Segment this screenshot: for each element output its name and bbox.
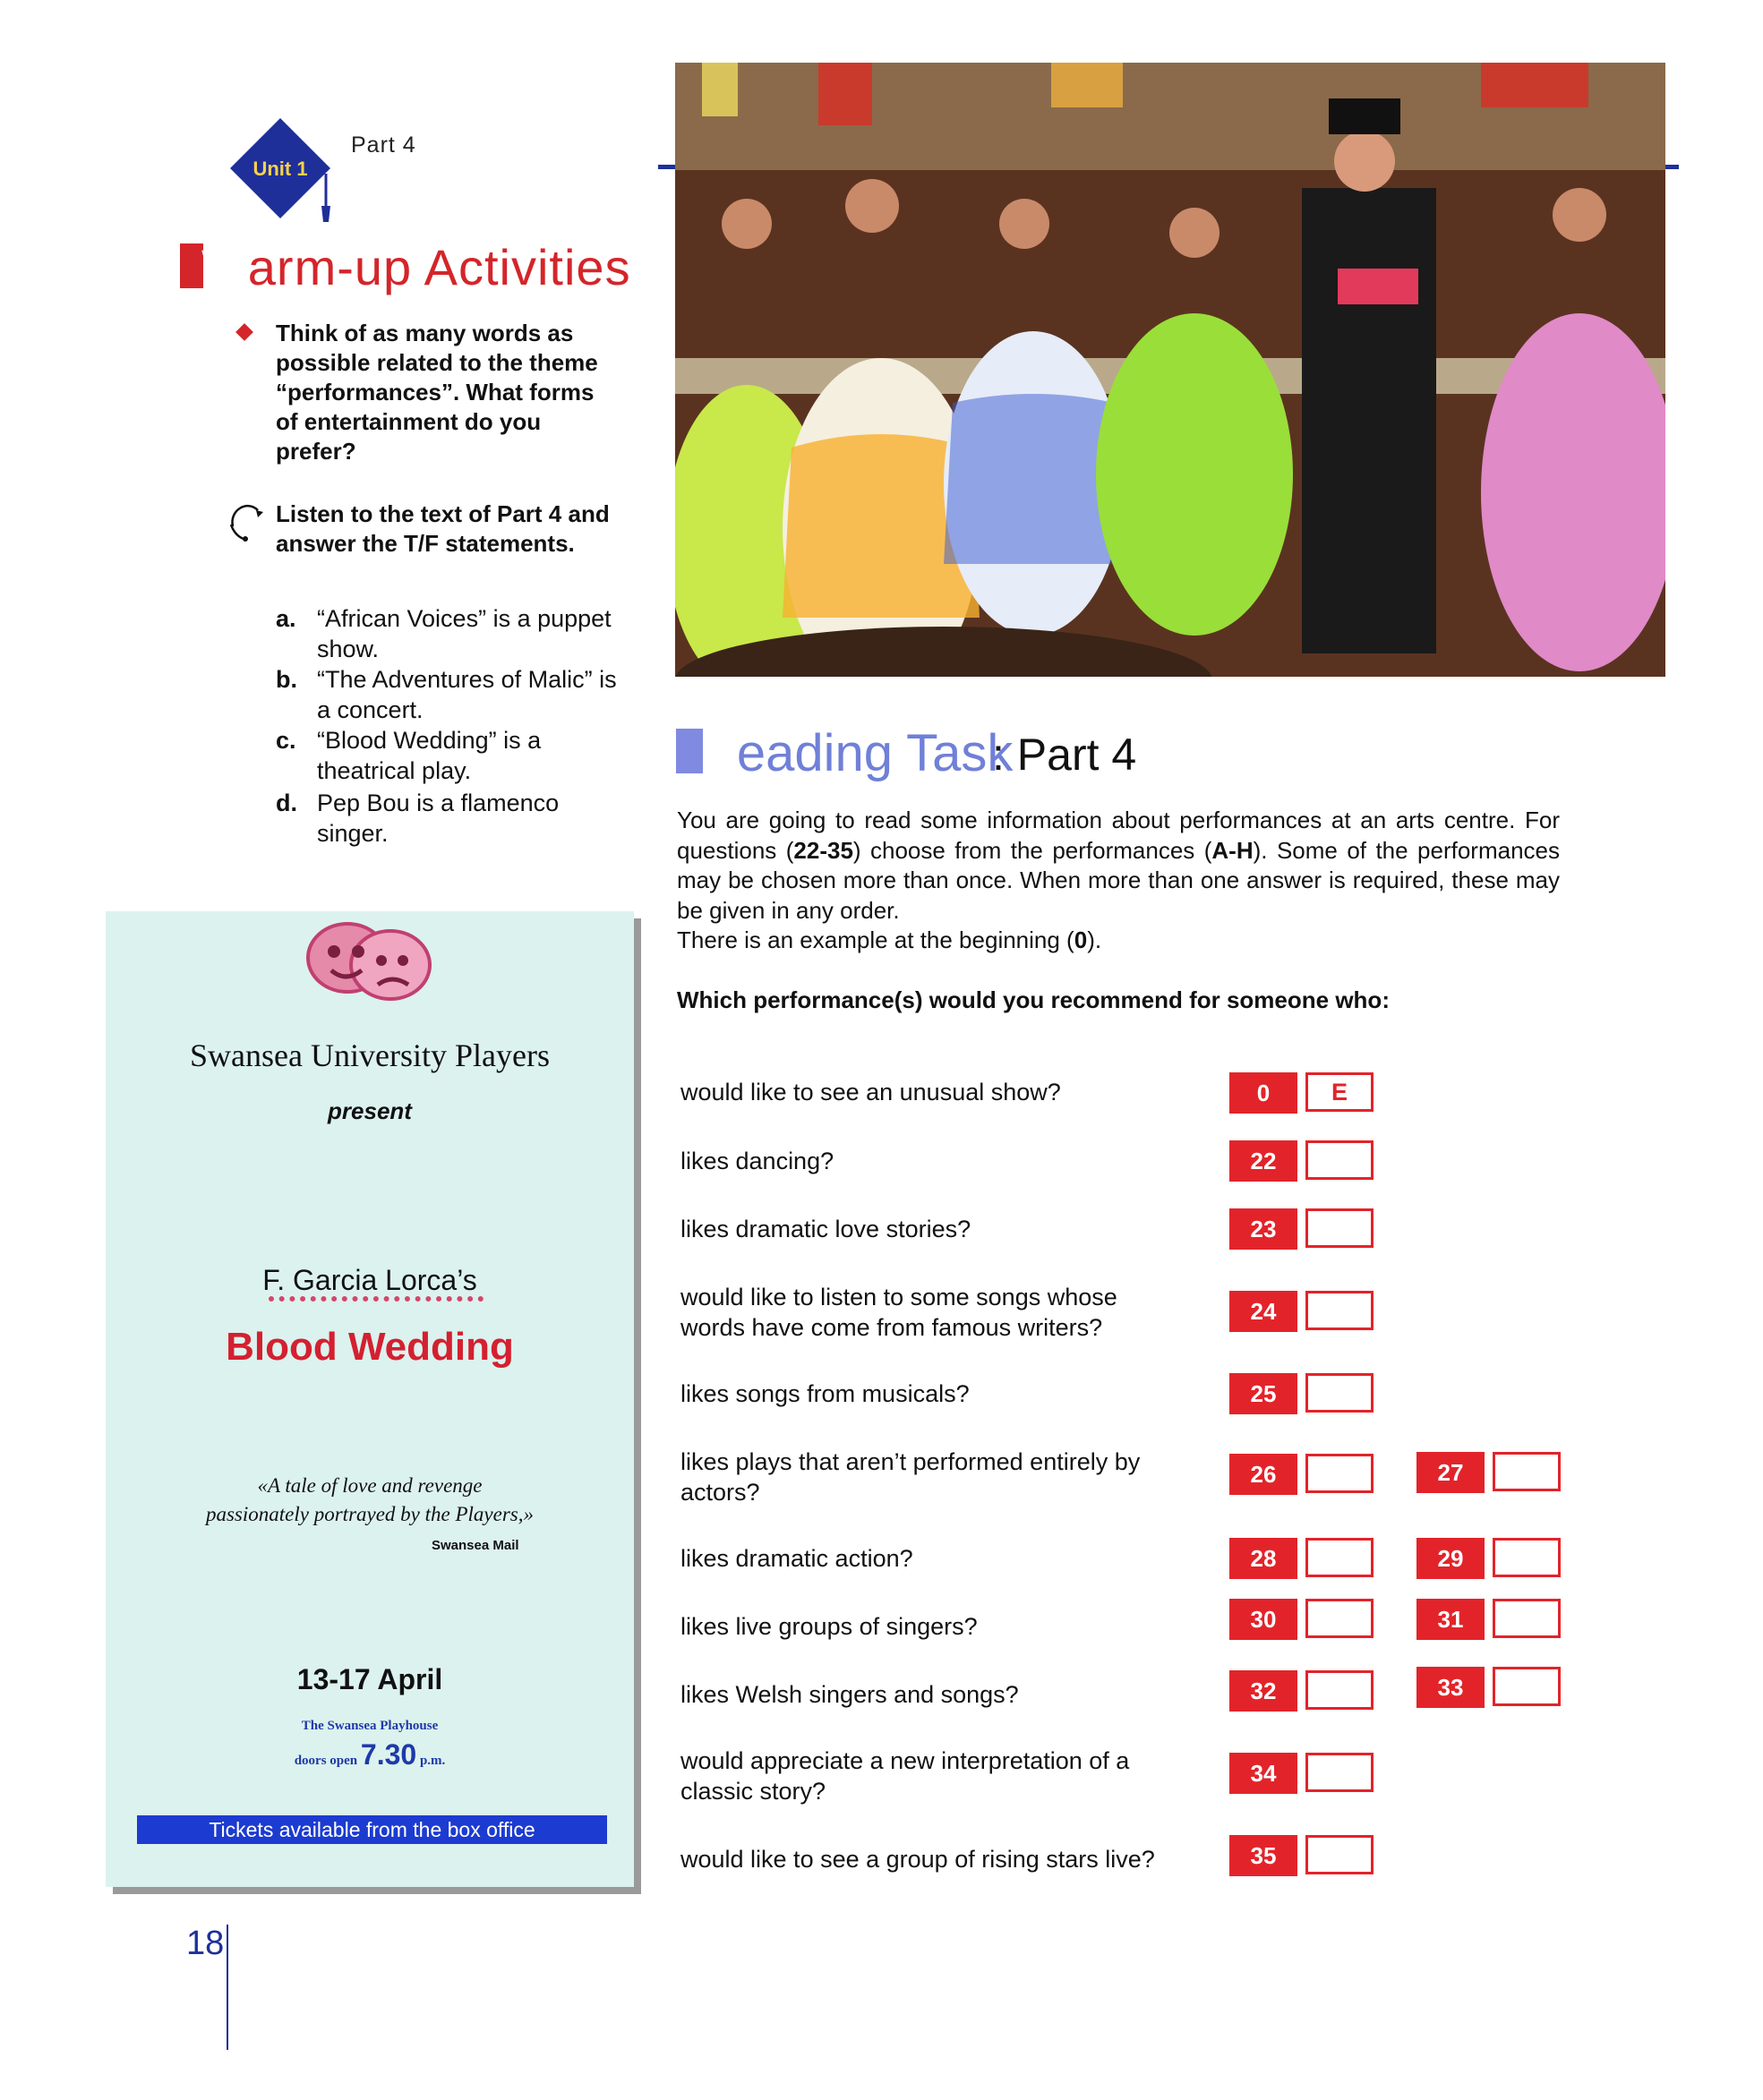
poster-quote: «A tale of love and revenge passionately portrayed by the Players,» bbox=[205, 1474, 534, 1525]
answer-box[interactable] bbox=[1493, 1667, 1561, 1706]
unit-badge-icon bbox=[228, 116, 336, 224]
poster-quote-source: Swansea Mail bbox=[432, 1538, 519, 1553]
statement-c bbox=[276, 725, 634, 786]
bullet-diamond-icon bbox=[235, 323, 253, 341]
statement-text: “Blood Wedding” is a theatrical play. bbox=[317, 727, 542, 784]
question-text: likes dancing? bbox=[680, 1148, 834, 1174]
warmup-title-initial: W bbox=[201, 239, 248, 295]
question-text: would like to listen to some songs whose words have come from famous writers? bbox=[680, 1284, 1117, 1341]
question-prompt: Which performance(s) would you recommend for someone who: bbox=[677, 986, 1390, 1013]
instr-text-3: ). Some of the performances may be chosen more than once. When more than one answer is required, these may be given in any order. bbox=[677, 836, 1560, 924]
answer-box[interactable] bbox=[1493, 1452, 1561, 1491]
question-text: would like to see an unusual show? bbox=[680, 1079, 1061, 1105]
theatre-masks-icon bbox=[285, 911, 455, 1010]
reading-title-suffix: : Part 4 bbox=[992, 730, 1137, 780]
doors-time: 7.30 bbox=[360, 1738, 417, 1771]
question-number: 33 bbox=[1416, 1667, 1485, 1708]
question-text: likes dramatic love stories? bbox=[680, 1216, 971, 1242]
poster-doors bbox=[106, 1738, 634, 1771]
poster-present: present bbox=[328, 1097, 412, 1124]
answer-box[interactable] bbox=[1493, 1538, 1561, 1577]
answer-box[interactable] bbox=[1305, 1291, 1374, 1330]
answer-box[interactable] bbox=[1305, 1835, 1374, 1874]
warmup-title-block bbox=[180, 243, 203, 288]
question-text: would appreciate a new interpretation of a classic story? bbox=[680, 1747, 1130, 1805]
instr-text-2: ) choose from the performances ( bbox=[852, 836, 1212, 864]
question-number: 27 bbox=[1416, 1452, 1485, 1493]
question-text: likes dramatic action? bbox=[680, 1545, 913, 1572]
example-num: 0 bbox=[1074, 926, 1088, 953]
instr-text-1: You are going to read some information about performances at an arts centre. For questions ( bbox=[677, 807, 1560, 864]
answer-box[interactable] bbox=[1305, 1140, 1374, 1180]
question-number: 25 bbox=[1229, 1373, 1297, 1414]
instructions bbox=[677, 806, 1560, 956]
poster-tickets-banner: Tickets available from the box office bbox=[137, 1815, 607, 1844]
doors-suffix: p.m. bbox=[419, 1754, 446, 1768]
statement-a bbox=[276, 603, 634, 664]
answer-box[interactable] bbox=[1305, 1454, 1374, 1493]
statement-d bbox=[276, 788, 634, 849]
warmup-title bbox=[201, 238, 631, 296]
answer-box[interactable] bbox=[1305, 1670, 1374, 1710]
warmup-bullet-1: Think of as many words as possible related to the theme “performances”. What forms of entertainment do you prefer? bbox=[276, 320, 598, 465]
page-number-rule bbox=[227, 1925, 228, 2050]
headset-icon bbox=[227, 499, 263, 542]
question-number: 0 bbox=[1229, 1072, 1297, 1114]
statement-text: “The Adventures of Malic” is a concert. bbox=[317, 666, 617, 723]
poster-dates: 13-17 April bbox=[296, 1663, 443, 1695]
answer-box[interactable] bbox=[1305, 1208, 1374, 1248]
question-number: 35 bbox=[1229, 1835, 1297, 1876]
unit-label: Unit 1 bbox=[252, 158, 308, 180]
question-number: 31 bbox=[1416, 1599, 1485, 1640]
reading-title-rest: eading Task bbox=[736, 724, 1014, 782]
statement-letter: a. bbox=[276, 605, 296, 632]
example-end: ). bbox=[1087, 926, 1102, 953]
instr-range: 22-35 bbox=[793, 836, 853, 864]
poster-play-title: Blood Wedding bbox=[226, 1325, 514, 1369]
poster-company: Swansea University Players bbox=[190, 1037, 550, 1073]
question-text: likes songs from musicals? bbox=[680, 1380, 970, 1407]
answer-box[interactable] bbox=[1305, 1599, 1374, 1638]
question-number: 34 bbox=[1229, 1753, 1297, 1794]
question-number: 30 bbox=[1229, 1599, 1297, 1640]
question-number: 24 bbox=[1229, 1291, 1297, 1332]
question-text: likes plays that aren’t performed entirely by actors? bbox=[680, 1448, 1141, 1506]
reading-title-initial: R bbox=[699, 724, 737, 782]
statement-text: “African Voices” is a puppet show. bbox=[317, 605, 612, 662]
question-number: 32 bbox=[1229, 1670, 1297, 1712]
warmup-title-rest: arm-up Activities bbox=[247, 239, 631, 295]
statement-letter: b. bbox=[276, 666, 297, 693]
answer-box[interactable] bbox=[1305, 1753, 1374, 1792]
question-text: likes Welsh singers and songs? bbox=[680, 1681, 1019, 1708]
poster-dotted-rule bbox=[269, 1296, 484, 1310]
page-number: 18 bbox=[186, 1925, 225, 1962]
statement-b bbox=[276, 664, 634, 725]
example-text: There is an example at the beginning ( bbox=[677, 926, 1074, 953]
question-text: would like to see a group of rising stars live? bbox=[680, 1846, 1155, 1873]
answer-box[interactable] bbox=[1305, 1538, 1374, 1577]
flamenco-dancers-photo bbox=[675, 63, 1665, 677]
instr-options: A-H bbox=[1211, 836, 1254, 864]
question-number: 23 bbox=[1229, 1208, 1297, 1250]
question-number: 22 bbox=[1229, 1140, 1297, 1182]
warmup-bullet-2: Listen to the text of Part 4 and answer the T/F statements. bbox=[276, 500, 610, 557]
part-label: Part 4 bbox=[351, 132, 416, 158]
poster-venue: The Swansea Playhouse bbox=[301, 1719, 439, 1733]
statement-letter: d. bbox=[276, 790, 297, 816]
answer-box[interactable] bbox=[1493, 1599, 1561, 1638]
question-number: 28 bbox=[1229, 1538, 1297, 1579]
question-text: likes live groups of singers? bbox=[680, 1613, 978, 1640]
question-number: 29 bbox=[1416, 1538, 1485, 1579]
statement-letter: c. bbox=[276, 727, 296, 754]
doors-prefix: doors open bbox=[294, 1754, 358, 1768]
poster-author: F. Garcia Lorca’s bbox=[262, 1264, 477, 1296]
answer-box[interactable]: E bbox=[1305, 1072, 1374, 1112]
answer-box[interactable] bbox=[1305, 1373, 1374, 1413]
reading-title bbox=[699, 723, 1013, 783]
statement-text: Pep Bou is a flamenco singer. bbox=[317, 790, 560, 847]
question-number: 26 bbox=[1229, 1454, 1297, 1495]
